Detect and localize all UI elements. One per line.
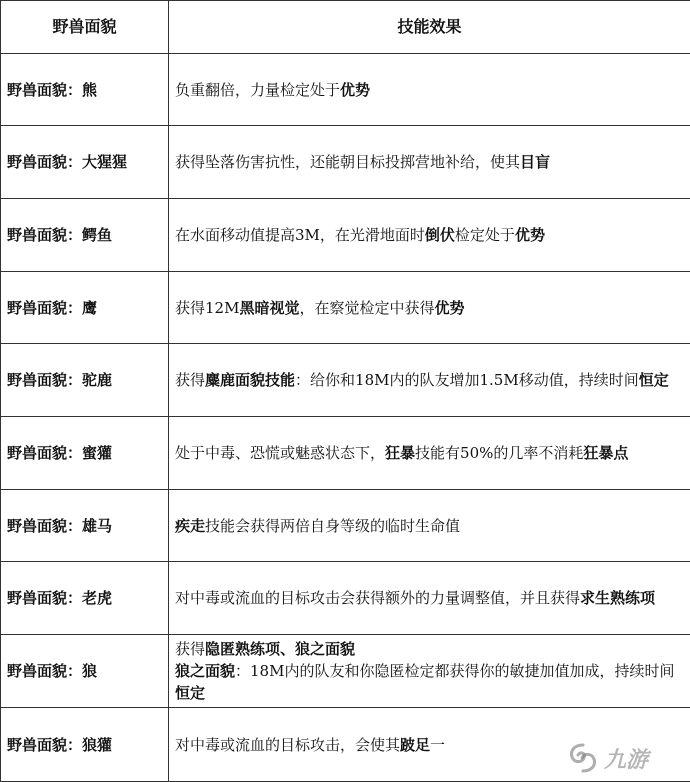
table-header-row (1, 1, 690, 54)
table-row (1, 344, 690, 417)
table-row (1, 562, 690, 635)
table-row (1, 126, 690, 199)
table-row (1, 635, 690, 708)
effect-text: 获得 (175, 371, 206, 389)
beast-form-name: 野兽面貌：驼鹿 (1, 344, 169, 417)
skill-effect-text (169, 417, 690, 490)
skill-effect-text (169, 562, 690, 635)
effect-text: ，在察觉检定中获得 (299, 298, 435, 317)
effect-keyword: 优势 (514, 226, 545, 244)
skill-effect-text (169, 272, 690, 344)
swirl-logo-icon (566, 741, 600, 775)
effect-text: 获得坠落伤害抗性，还能朝目标投掷营地补给，使其 (175, 153, 521, 171)
effect-text: 技能有50%的几率不消耗 (415, 444, 584, 462)
effect-keyword: 优势 (340, 80, 371, 99)
effect-keyword: 麋鹿面貌技能 (205, 371, 296, 389)
beast-form-name: 野兽面貌：狼 (1, 635, 169, 708)
effect-keyword: 疾走 (175, 516, 206, 535)
effect-keyword: 狂暴点 (583, 444, 629, 462)
beast-form-name: 野兽面貌：老虎 (1, 562, 169, 635)
beast-form-name: 野兽面貌：鹰 (1, 272, 169, 344)
effect-text: 在水面移动值提高3M，在光滑地面时 (175, 226, 425, 244)
effect-keyword: 黑暗视觉 (239, 298, 300, 317)
table-body (1, 54, 690, 782)
table-row (1, 272, 690, 344)
effect-text: ：给你和18M内的队友增加1.5M移动值，持续时间 (295, 371, 639, 389)
skill-effect-text (169, 199, 690, 272)
effect-keyword: 倒伏 (424, 226, 455, 244)
effect-text: 处于中毒、恐慌或魅惑状态下， (175, 444, 386, 462)
effect-keyword: 目盲 (520, 153, 551, 171)
effect-text: ：18M内的队友和你隐匿检定都获得你的敏捷加值加成，持续时间 (235, 662, 675, 680)
beast-form-name: 野兽面貌：熊 (1, 54, 169, 126)
effect-text: 对中毒或流血的目标攻击，会使其 (175, 735, 401, 754)
effect-keyword: 恒定 (638, 371, 669, 389)
effect-text: 获得 (175, 640, 206, 658)
effect-keyword: 恒定 (175, 684, 206, 702)
header-beast-form: 野兽面貌 (1, 1, 169, 54)
beast-form-name: 野兽面貌：蜜獾 (1, 417, 169, 490)
effect-keyword: 跛足 (400, 735, 431, 754)
effect-text: 获得12M (175, 298, 240, 317)
skill-effect-text (169, 54, 690, 126)
beast-form-name: 野兽面貌：大猩猩 (1, 126, 169, 199)
effect-text: 检定处于 (454, 226, 515, 244)
effect-text: 负重翻倍，力量检定处于 (175, 80, 341, 99)
effect-keyword: 求生熟练项 (580, 589, 656, 607)
skill-effect-text (169, 635, 690, 708)
table-row (1, 490, 690, 562)
beast-form-name: 野兽面貌：鳄鱼 (1, 199, 169, 272)
skill-effect-text (169, 344, 690, 417)
beast-form-name: 野兽面貌：狼獾 (1, 708, 169, 782)
table-row (1, 199, 690, 272)
skill-effect-text (169, 490, 690, 562)
effect-text: 技能会获得两倍自身等级的临时生命值 (205, 516, 461, 535)
beast-form-name: 野兽面貌：雄马 (1, 490, 169, 562)
effect-keyword: 狂暴 (385, 444, 416, 462)
effect-keyword: 优势 (434, 298, 465, 317)
header-skill-effect: 技能效果 (169, 1, 690, 54)
effect-text: 一 (430, 735, 446, 754)
effect-keyword: 隐匿熟练项、狼之面貌 (205, 640, 356, 658)
table-row (1, 54, 690, 126)
skill-effect-text (169, 126, 690, 199)
watermark-text: 九游 (604, 747, 649, 773)
effect-keyword: 狼之面貌 (175, 662, 236, 680)
table-row (1, 417, 690, 490)
effect-text: 对中毒或流血的目标攻击会获得额外的力量调整值，并且获得 (175, 589, 581, 607)
watermark (566, 736, 686, 780)
